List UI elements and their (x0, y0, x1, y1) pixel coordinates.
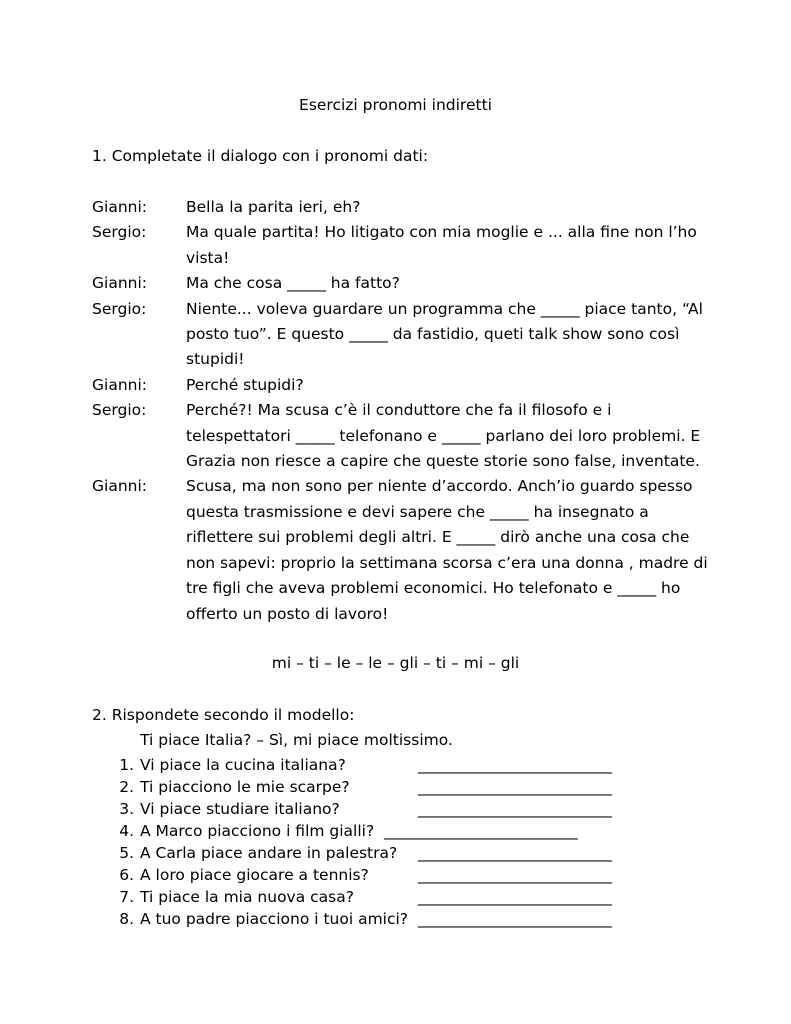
speaker-name: Sergio: (92, 223, 147, 242)
question-item (114, 842, 674, 864)
question-item (114, 820, 674, 842)
question-number: 2. (119, 778, 134, 796)
question-list (114, 754, 674, 930)
question-text: Ti piace la mia nuova casa? (140, 888, 354, 906)
question-number: 8. (119, 910, 134, 928)
question-item (114, 776, 674, 798)
question-item (114, 908, 674, 930)
answer-blank: _________________________ (418, 756, 612, 774)
word-bank: mi – ti – le – le – gli – ti – mi – gli (271, 654, 520, 672)
question-number: 5. (119, 844, 134, 862)
question-number: 4. (119, 822, 134, 840)
speaker-name: Sergio: (92, 299, 147, 318)
speaker-name: Gianni: (92, 198, 147, 216)
question-text: A tuo padre piacciono i tuoi amici? (140, 910, 409, 928)
question-number: 3. (119, 800, 134, 818)
question-number: 1. (119, 756, 134, 774)
speech-text: Ma quale partita! Ho litigato con mia moglie e ... alla fine non l’ho vista! (186, 223, 697, 267)
question-item (114, 864, 674, 886)
question-item (114, 886, 674, 908)
speaker-name: Gianni: (92, 274, 147, 293)
answer-blank: _________________________ (418, 800, 612, 818)
dialog (92, 195, 712, 627)
answer-blank: _________________________ (418, 910, 612, 928)
question-text: A Marco piacciono i film gialli? (140, 822, 375, 840)
question-item (114, 754, 674, 776)
question-text: Vi piace studiare italiano? (140, 800, 340, 818)
dialog-turn (92, 271, 712, 296)
question-text: A Carla piace andare in palestra? (140, 844, 398, 862)
dialog-turn (92, 474, 712, 626)
speech-text: Scusa, ma non sono per niente d’accordo. Anch’io guardo spesso questa trasmissione e devi sapere che _____ ha insegnato a riflettere sui problemi degli altri. E _____ dirò anche una cosa che non sapevi: proprio la settimana scorsa c’era una donna , madre di tre figli che aveva problemi economici. Ho telefonato e _____ ho offerto un posto di lavoro! (186, 477, 708, 623)
question-text: Ti piacciono le mie scarpe? (140, 778, 350, 796)
speech-text: Niente... voleva guardare un programma che _____ piace tanto, “Al posto tuo”. E questo _____ da fastidio, queti talk show sono così stupidi! (186, 299, 703, 369)
exercise-2-heading: 2. Rispondete secondo il modello: (92, 706, 355, 724)
dialog-turn (92, 398, 712, 474)
question-item (114, 798, 674, 820)
answer-blank: _________________________ (384, 822, 578, 840)
speech-text: Bella la parita ieri, eh? (186, 198, 361, 216)
dialog-turn (92, 297, 712, 373)
speaker-name: Sergio: (92, 401, 147, 420)
speech-text: Ma che cosa _____ ha fatto? (186, 274, 400, 293)
dialog-turn (92, 220, 712, 271)
speaker-name: Gianni: (92, 477, 147, 496)
question-number: 7. (119, 888, 134, 906)
answer-blank: _________________________ (418, 866, 612, 884)
speaker-name: Gianni: (92, 375, 147, 394)
answer-blank: _________________________ (418, 888, 612, 906)
speech-text: Perché stupidi? (186, 375, 304, 394)
model-example: Ti piace Italia? – Sì, mi piace moltissimo. (140, 731, 453, 749)
exercise-1-heading: 1. Completate il dialogo con i pronomi dati: (92, 147, 429, 165)
answer-blank: _________________________ (418, 844, 612, 862)
speech-text: Perché?! Ma scusa c’è il conduttore che fa il filosofo e i telespettatori _____ telefonano e _____ parlano dei loro problemi. E Grazia non riesce a capire che queste storie sono false, inventate. (186, 401, 701, 471)
question-text: Vi piace la cucina italiana? (140, 756, 346, 774)
question-number: 6. (119, 866, 134, 884)
dialog-turn (92, 195, 712, 220)
question-text: A loro piace giocare a tennis? (140, 866, 369, 884)
page-title: Esercizi pronomi indiretti (299, 96, 492, 114)
dialog-turn (92, 373, 712, 398)
answer-blank: _________________________ (418, 778, 612, 796)
